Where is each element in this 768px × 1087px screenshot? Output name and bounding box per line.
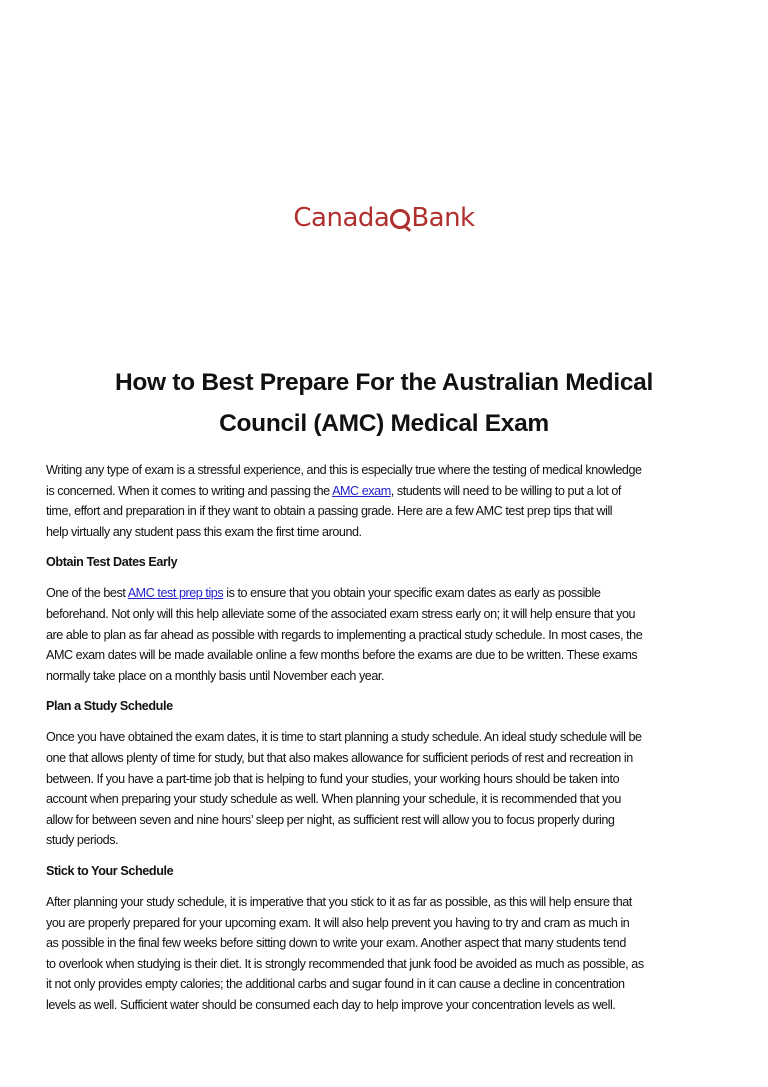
text-segment: is concerned. When it comes to writing and passing the [46,483,333,498]
text-segment: help virtually any student pass this exam the first time around. [46,524,362,539]
paragraph [46,583,736,686]
section-heading: Obtain Test Dates Early [46,555,178,570]
text-segment: AMC exam dates will be made available online a few months before the exams are due to be written. These exams [46,648,638,663]
text-segment: it not only provides empty calories; the additional carbs and sugar found in it can cause a decline in concentration [46,977,625,992]
inline-link[interactable]: AMC test prep tips [127,586,224,601]
text-line [46,666,736,687]
paragraph [46,892,736,1016]
text-line [46,748,736,769]
text-line [46,974,736,995]
text-line [46,727,736,748]
text-line [46,645,736,666]
text-line [46,481,736,502]
page-title [40,362,728,444]
text-line [46,604,736,625]
q-icon [390,209,410,229]
paragraph [46,727,736,851]
text-line [46,501,736,522]
text-segment: normally take place on a monthly basis until November each year. [46,668,385,683]
text-segment: to overlook when studying is their diet. It is strongly recommended that junk food be avoided as much as possible, as [46,956,644,971]
text-line [46,789,736,810]
article-body [46,460,736,1025]
logo-text-canada: Canada [293,203,390,233]
section-heading: Stick to Your Schedule [46,863,174,878]
text-segment: account when preparing your study schedule as well. When planning your schedule, it is recommended that you [46,792,621,807]
text-line [46,892,736,913]
text-segment: one that allows plenty of time for study, but that also makes allowance for sufficient periods of rest and recreation in [46,750,633,765]
inline-link[interactable]: AMC exam [332,483,391,498]
text-segment: is to ensure that you obtain your specific exam dates as early as possible [223,586,601,601]
text-segment: allow for between seven and nine hours’ sleep per night, as sufficient rest will allow you to focus properly during [46,812,615,827]
title-line: How to Best Prepare For the Australian Medical [114,369,654,396]
text-line [46,625,736,646]
text-line [46,522,736,543]
text-segment: After planning your study schedule, it is imperative that you stick to it as far as possible, as this will help ensure that [46,894,632,909]
text-line [46,583,736,604]
text-line [46,913,736,934]
text-segment: Writing any type of exam is a stressful experience, and this is especially true where the testing of medical knowledge [46,463,642,477]
text-line [46,460,736,481]
text-segment: as possible in the final few weeks before sitting down to write your exam. Another aspect that many students tend [46,936,626,951]
text-segment: , students will need to be willing to put a lot of [390,483,621,498]
logo-text-bank: Bank [411,203,475,233]
section-heading: Plan a Study Schedule [46,699,173,714]
text-line [46,933,736,954]
text-segment: Once you have obtained the exam dates, it is time to start planning a study schedule. An ideal study schedule will be [46,730,642,745]
text-segment: time, effort and preparation in if they want to obtain a passing grade. Here are a few AMC test prep tips that will [46,504,613,519]
text-segment: are able to plan as far ahead as possible with regards to implementing a practical study schedule. In most cases, the [46,627,643,642]
text-line [46,830,736,851]
text-line [46,995,736,1016]
text-segment: you are properly prepared for your upcoming exam. It will also help prevent you having to try and cram as much in [46,915,630,930]
paragraph [46,460,736,542]
title-line: Council (AMC) Medical Exam [219,410,549,437]
text-segment: study periods. [46,833,119,848]
text-line [46,954,736,975]
text-segment: between. If you have a part-time job that is helping to fund your studies, your working hours should be taken into [46,771,620,786]
text-segment: One of the best [46,586,128,601]
canadaqbank-logo [0,203,768,233]
text-line [46,769,736,790]
text-segment: beforehand. Not only will this help alleviate some of the associated exam stress early on; it will help ensure that you [46,606,636,621]
text-line [46,810,736,831]
text-segment: levels as well. Sufficient water should be consumed each day to help improve your concentration levels as well. [46,997,616,1012]
